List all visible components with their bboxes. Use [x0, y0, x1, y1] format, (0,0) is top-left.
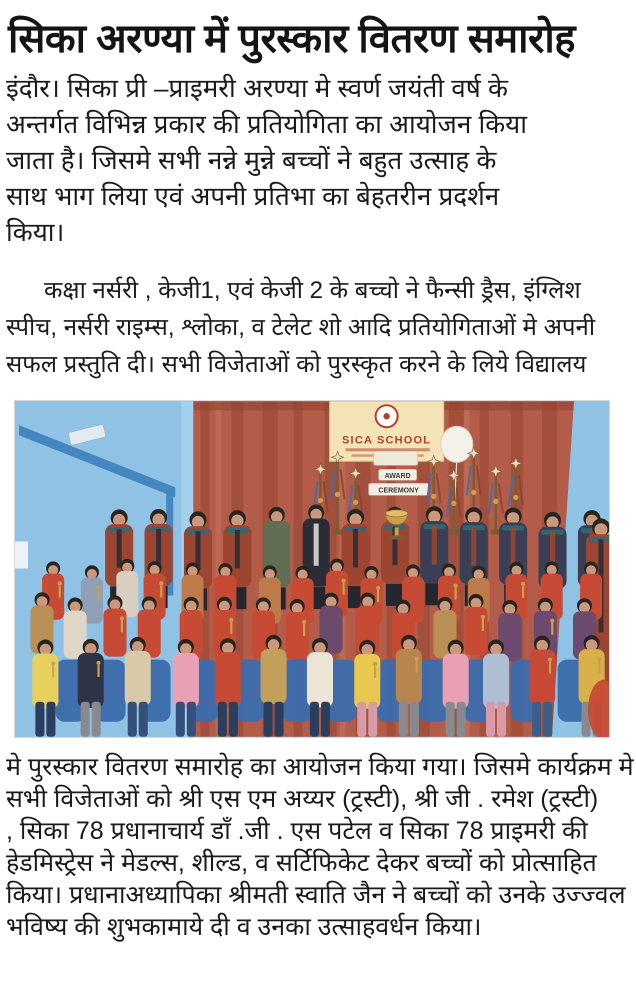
article-paragraph-2: [6, 272, 630, 383]
text-line: किया। प्रधानाअध्यापिका श्रीमती स्वाति जैन ने बच्चों को उनके उज्ज्वल: [6, 881, 626, 909]
banner-text: SICA SCHOOL: [342, 434, 432, 447]
text-line: हेडमिस्ट्रेस ने मेडल्स, शील्ड, व सर्टिफिकेट देकर बच्चों को प्रोत्साहित: [6, 849, 597, 877]
text-line: किया।: [6, 217, 65, 247]
text-line: मे पुरस्कार वितरण समारोह का आयोजन किया गया। जिसमे कार्यक्रम मे: [6, 753, 634, 781]
text-line: कक्षा नर्सरी , केजी1, एवं केजी 2 के बच्चो ने फैन्सी ड्रैस, इंग्लिश: [44, 277, 581, 304]
sign-line-1: AWARD: [384, 472, 411, 480]
group-photo-image: [14, 400, 610, 738]
text-line: , सिका 78 प्रधानाचार्य डाँ .जी . एस पटेल व सिका 78 प्राइमरी की: [6, 817, 588, 845]
wall-panel: [15, 541, 28, 568]
text-line: भविष्य की शुभकामाये दी व उनका उत्साहवर्धन किया।: [6, 913, 482, 941]
group-photo-svg: [15, 401, 609, 737]
text-line: स्पीच, नर्सरी राइम्स, श्लोका, व टेलेट शो आदि प्रतियोगिताओं मे अपनी: [6, 314, 596, 341]
text-line: सफल प्रस्तुति दी। सभी विजेताओं को पुरस्कृत करने के लिये विद्यालय: [6, 351, 587, 378]
sign-line-2: CEREMONY: [378, 487, 419, 495]
text-line: सभी विजेताओं को श्री एस एम अय्यर (ट्रस्टी), श्री जी . रमेश (ट्रस्टी): [6, 785, 599, 813]
headline: सिका अरण्या में पुरस्कार वितरण समारोह: [8, 17, 575, 61]
article-paragraph-1: [6, 70, 630, 250]
text-line: अन्तर्गत विभिन्न प्रकार की प्रतियोगिता का आयोजन किया: [6, 109, 527, 139]
text-line: जाता है। जिसमे सभी नन्ने मुन्ने बच्चों ने बहुत उत्साह के: [6, 145, 497, 175]
text-line: साथ भाग लिया एवं अपनी प्रतिभा का बेहतरीन प्रदर्शन: [6, 181, 500, 211]
article-paragraph-3: [6, 751, 634, 943]
text-line: इंदौर। सिका प्री –प्राइमरी अरण्या मे स्वर्ण जयंती वर्ष के: [6, 73, 508, 103]
